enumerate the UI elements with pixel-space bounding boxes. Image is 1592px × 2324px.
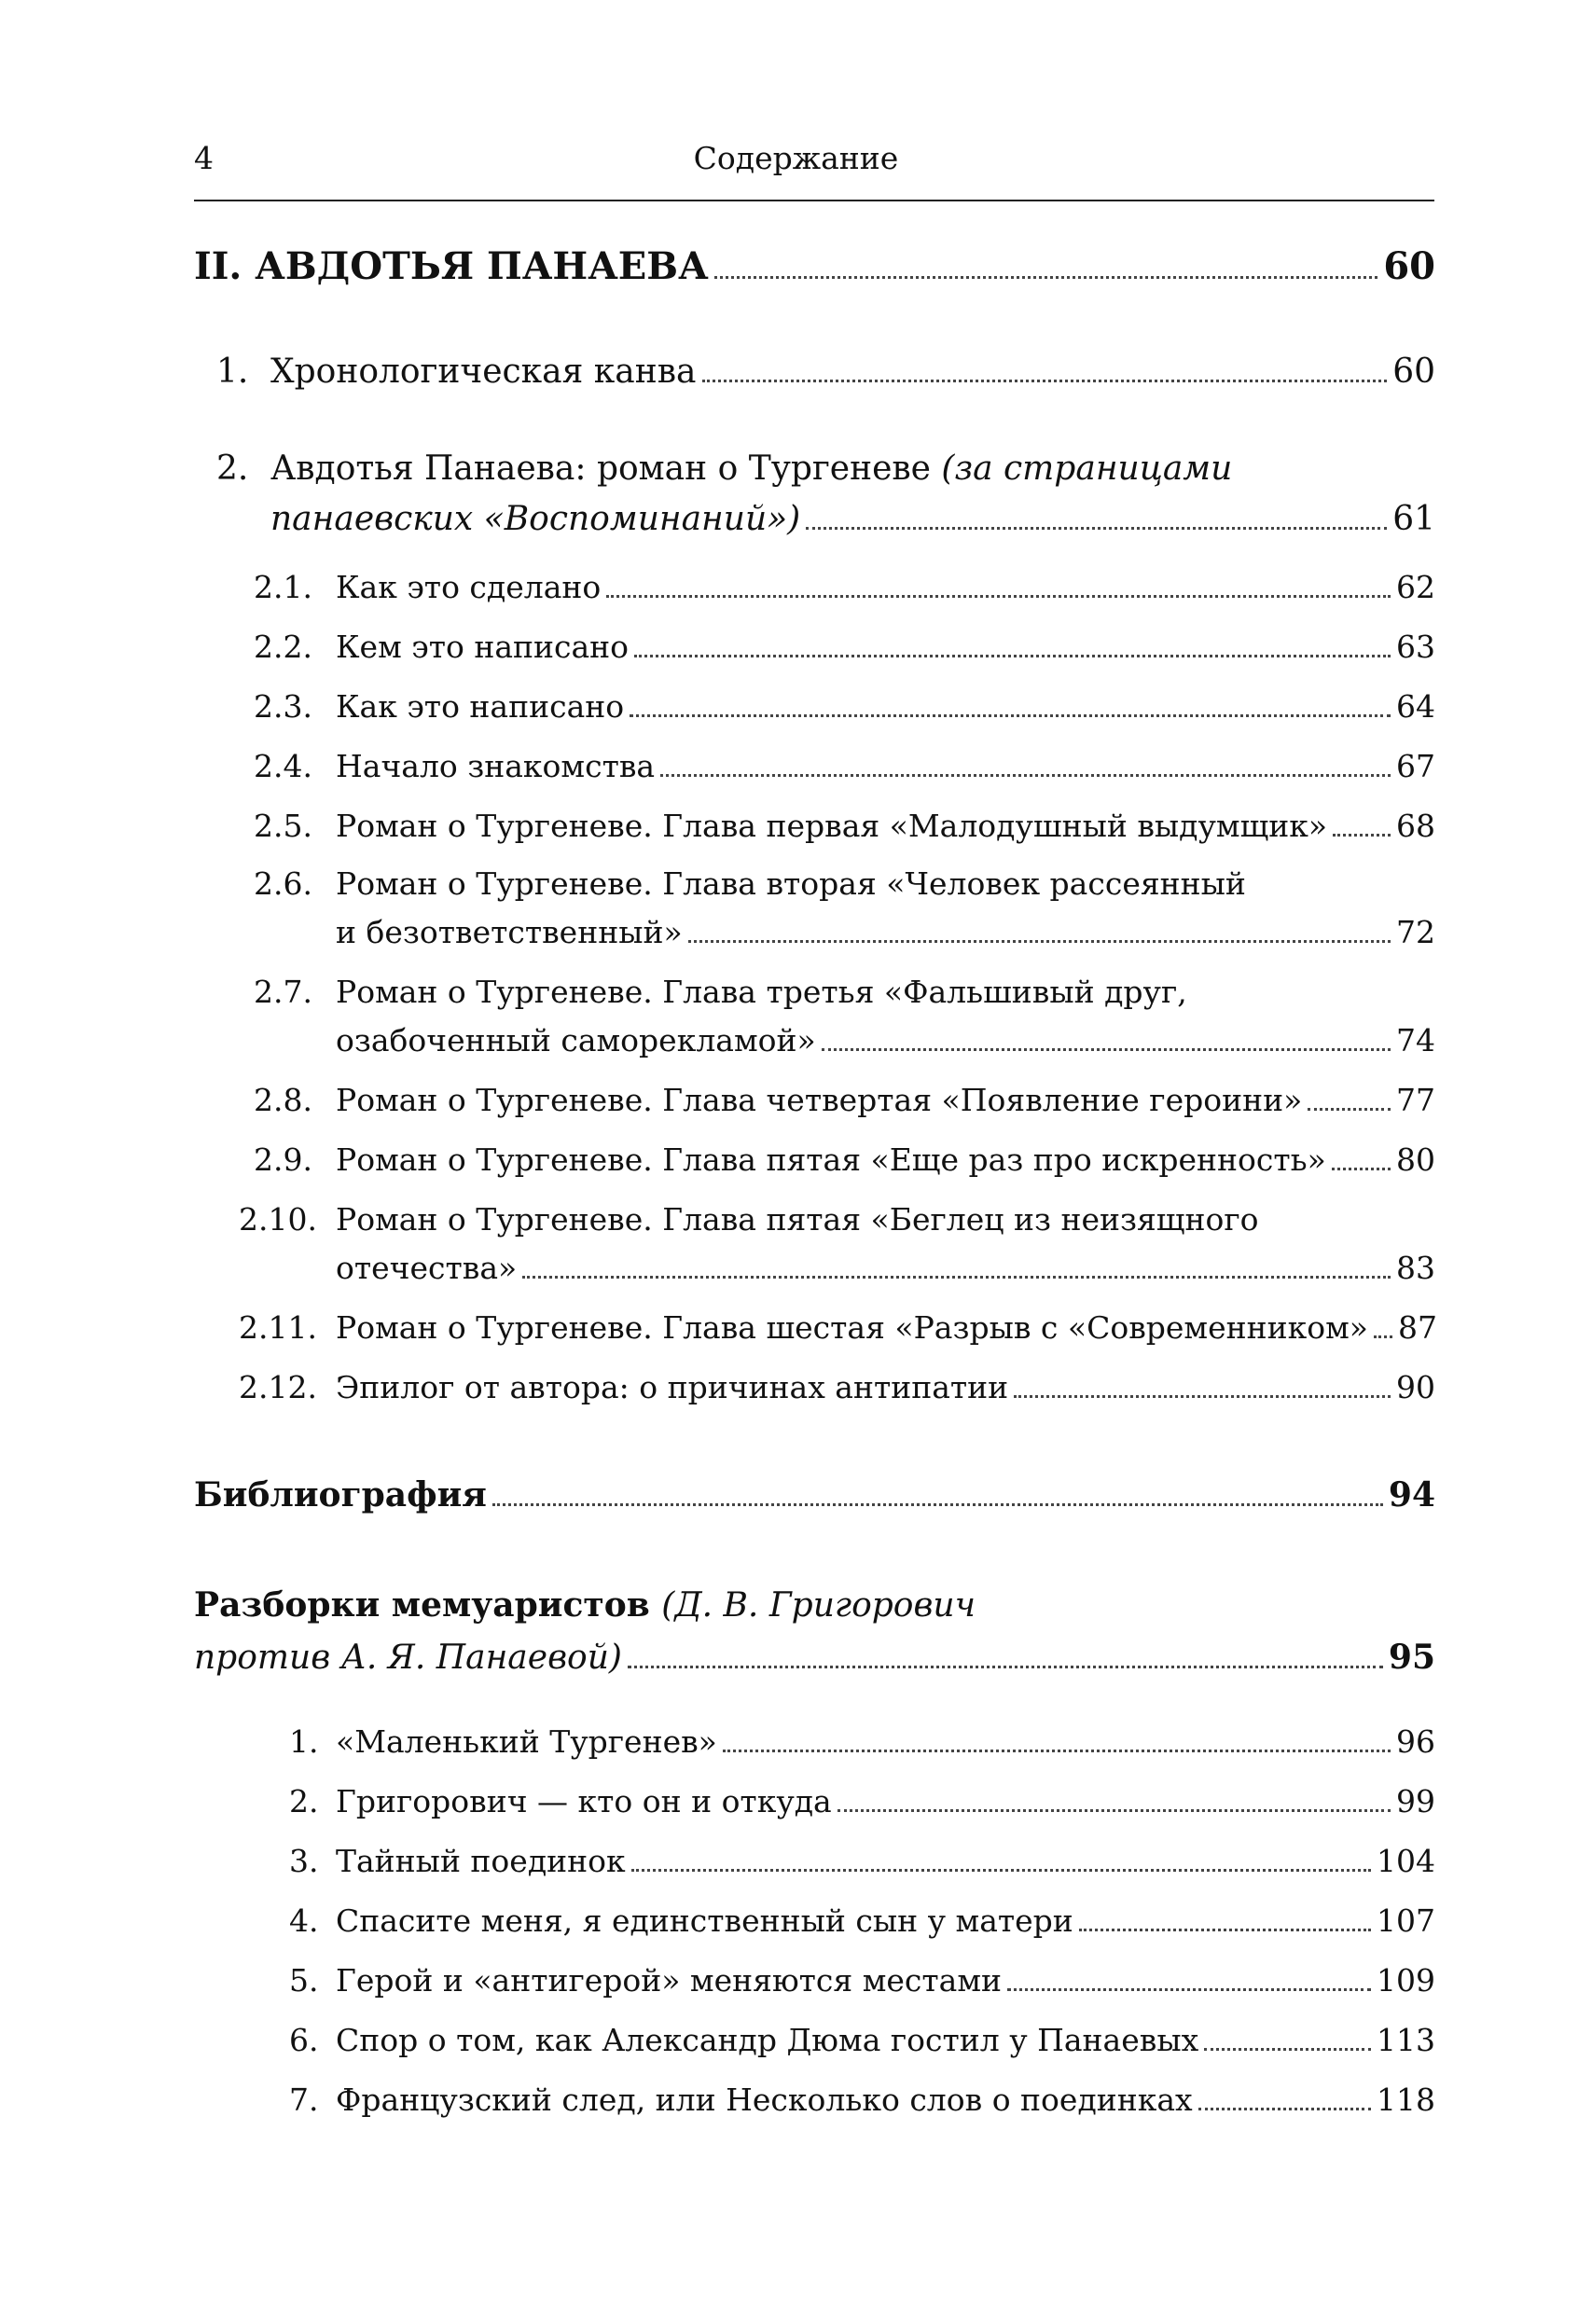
toc-entry-razborki-line1: [194, 1585, 976, 1625]
toc-entry-title: Авдотья Панаева: роман о Тургеневе: [270, 450, 942, 488]
leader-dots: [1079, 1929, 1371, 1931]
toc-entry-title-cont: отечества»: [336, 1250, 518, 1286]
leader-dots: [660, 774, 1391, 777]
toc-entry-number: 2.4.: [254, 748, 312, 784]
toc-entry-subtitle: (за страницами: [941, 450, 1233, 488]
toc-entry-r2: [336, 1783, 1435, 1820]
toc-entry-page: 87: [1397, 1309, 1437, 1346]
leader-dots: [1198, 2108, 1371, 2110]
toc-entry-page: 60: [1383, 244, 1435, 288]
leader-dots: [1007, 1988, 1371, 1991]
toc-entry-number: 2.11.: [239, 1309, 317, 1346]
toc-entry-2-10: [336, 1250, 1435, 1287]
toc-entry-title: Как это написано: [336, 688, 625, 725]
toc-entry-page: 60: [1392, 353, 1435, 391]
toc-entry-title: Кем это написано: [336, 629, 629, 665]
toc-entry-razborki: [194, 1638, 1435, 1677]
toc-entry-number: 2.9.: [254, 1141, 312, 1178]
toc-entry-page: 83: [1396, 1250, 1435, 1286]
toc-entry-r6: [336, 2022, 1435, 2059]
leader-dots: [631, 1869, 1371, 1872]
leader-dots: [723, 1750, 1391, 1752]
toc-entry-2-9: [336, 1141, 1435, 1179]
leader-dots: [822, 1048, 1391, 1051]
toc-entry-title-cont: и безответственный»: [336, 914, 683, 950]
toc-entry-bibliography: [194, 1475, 1435, 1515]
toc-entry-title: Эпилог от автора: о причинах антипатии: [336, 1369, 1009, 1405]
toc-entry-title: Французский след, или Несколько слов о поединках: [336, 2082, 1193, 2118]
toc-entry-title: Как это сделано: [336, 569, 602, 605]
toc-entry-number: 2.2.: [254, 629, 312, 665]
toc-entry-title: Спасите меня, я единственный сын у матери: [336, 1902, 1073, 1939]
toc-entry-title: Спор о том, как Александр Дюма гостил у Панаевых: [336, 2022, 1199, 2058]
leader-dots: [1332, 1168, 1391, 1170]
toc-entry-page: 107: [1377, 1902, 1435, 1939]
toc-entry-title: Роман о Тургеневе. Глава пятая «Еще раз про искренность»: [336, 1141, 1326, 1178]
toc-entry-r3: [336, 1843, 1435, 1880]
toc-entry-number: 1.: [216, 353, 249, 391]
toc-entry-number: 2.8.: [254, 1082, 312, 1118]
toc-entry-title: Роман о Тургеневе. Глава шестая «Разрыв с «Современником»: [336, 1309, 1368, 1346]
leader-dots: [688, 940, 1391, 943]
leader-dots: [806, 527, 1387, 530]
toc-entry-number: 7.: [289, 2082, 319, 2118]
toc-entry-page: 62: [1396, 569, 1435, 605]
toc-entry-title: Герой и «антигерой» меняются местами: [336, 1962, 1002, 1999]
toc-entry-r1: [336, 1723, 1435, 1761]
toc-entry-2-2: [336, 629, 1435, 666]
toc-entry-title: Роман о Тургеневе. Глава первая «Малодушный выдумщик»: [336, 808, 1328, 844]
toc-entry-2-3: [336, 688, 1435, 726]
toc-entry-page: 99: [1396, 1783, 1435, 1819]
toc-entry-number: 2.: [289, 1783, 319, 1819]
toc-entry-page: 68: [1396, 808, 1435, 844]
toc-entry-r7: [336, 2082, 1435, 2119]
toc-entry-page: 90: [1396, 1369, 1435, 1405]
toc-entry-page: 63: [1396, 629, 1435, 665]
toc-entry-2-1: [336, 569, 1435, 606]
toc-entry-2-12: [336, 1369, 1435, 1406]
toc-entry-page: 104: [1377, 1843, 1435, 1879]
leader-dots: [606, 595, 1391, 598]
toc-entry-page: 109: [1377, 1962, 1435, 1999]
leader-dots: [1333, 834, 1391, 837]
toc-entry-page: 95: [1388, 1638, 1435, 1677]
page-number: 4: [194, 140, 214, 176]
leader-dots: [492, 1503, 1383, 1506]
toc-entry-page: 64: [1396, 688, 1435, 725]
toc-entry-2-line1: [270, 450, 1232, 488]
toc-entry-page: 67: [1396, 748, 1435, 784]
toc-entry-title: «Маленький Тургенев»: [336, 1723, 717, 1760]
toc-entry-subtitle: против А. Я. Панаевой): [194, 1639, 622, 1677]
leader-dots: [1374, 1335, 1392, 1338]
leader-dots: [628, 1666, 1383, 1668]
leader-dots: [838, 1809, 1391, 1812]
toc-entry-page: 118: [1377, 2082, 1435, 2118]
toc-entry-page: 80: [1396, 1141, 1435, 1178]
leader-dots: [522, 1276, 1391, 1279]
toc-entry-number: 1.: [289, 1723, 319, 1760]
toc-entry-title: Роман о Тургеневе. Глава пятая «Беглец из неизящного: [336, 1201, 1259, 1238]
toc-entry-r4: [336, 1902, 1435, 1940]
toc-entry-number: 3.: [289, 1843, 319, 1879]
toc-entry-page: 61: [1392, 500, 1435, 538]
toc-entry-number: 2.3.: [254, 688, 312, 725]
leader-dots: [630, 714, 1391, 717]
toc-entry-page: 74: [1396, 1022, 1435, 1058]
leader-dots: [1014, 1395, 1391, 1398]
toc-entry-r5: [336, 1962, 1435, 1999]
toc-entry-number: 2.6.: [254, 865, 312, 902]
toc-entry-number: 6.: [289, 2022, 319, 2058]
toc-entry-number: 2.10.: [239, 1201, 317, 1238]
toc-entry-page: 77: [1396, 1082, 1435, 1118]
toc-entry-number: 2.12.: [239, 1369, 317, 1405]
toc-entry-title-cont: озабоченный саморекламой»: [336, 1022, 816, 1058]
toc-entry-1: [270, 353, 1435, 391]
toc-entry-title: Разборки мемуаристов: [194, 1585, 662, 1625]
toc-entry-page: 72: [1396, 914, 1435, 950]
toc-entry-title: Роман о Тургеневе. Глава вторая «Человек рассеянный: [336, 865, 1246, 902]
leader-dots: [1308, 1108, 1391, 1111]
toc-entry-2-6: [336, 914, 1435, 951]
toc-entry-2-4: [336, 748, 1435, 785]
toc-entry-number: 2.: [216, 450, 249, 488]
toc-entry-number: 2.1.: [254, 569, 312, 605]
leader-dots: [702, 380, 1388, 382]
toc-entry-title: II. АВДОТЬЯ ПАНАЕВА: [194, 244, 709, 288]
leader-dots: [1204, 2048, 1371, 2051]
toc-entry-title: Начало знакомства: [336, 748, 656, 784]
toc-entry-2-11: [336, 1309, 1435, 1347]
toc-entry-number: 4.: [289, 1902, 319, 1939]
toc-entry-title: Роман о Тургеневе. Глава третья «Фальшивый друг,: [336, 974, 1187, 1010]
toc-entry-number: 2.5.: [254, 808, 312, 844]
header-rule: [194, 200, 1434, 201]
leader-dots: [714, 276, 1378, 279]
toc-entry-page: 94: [1388, 1475, 1435, 1515]
toc-entry-title: Хронологическая канва: [270, 353, 697, 391]
toc-entry-title: Роман о Тургеневе. Глава четвертая «Появление героини»: [336, 1082, 1303, 1118]
page-header-title: Содержание: [693, 140, 899, 176]
leader-dots: [634, 655, 1391, 657]
toc-entry-subtitle: (Д. В. Григорович: [661, 1586, 976, 1625]
toc-entry-number: 2.7.: [254, 974, 312, 1010]
toc-entry-subtitle: панаевских «Воспоминаний»): [270, 500, 801, 538]
toc-entry-2-7: [336, 1022, 1435, 1059]
toc-entry-section-ii: [194, 244, 1435, 288]
toc-entry-title: Григорович — кто он и откуда: [336, 1783, 832, 1819]
toc-entry-title: Тайный поединок: [336, 1843, 626, 1879]
toc-entry-2-8: [336, 1082, 1435, 1119]
toc-entry-page: 96: [1396, 1723, 1435, 1760]
toc-entry-number: 5.: [289, 1962, 319, 1999]
toc-entry-2-5: [336, 808, 1435, 845]
toc-entry-title: Библиография: [194, 1475, 487, 1515]
toc-entry-page: 113: [1377, 2022, 1435, 2058]
toc-entry-2: [270, 500, 1435, 538]
